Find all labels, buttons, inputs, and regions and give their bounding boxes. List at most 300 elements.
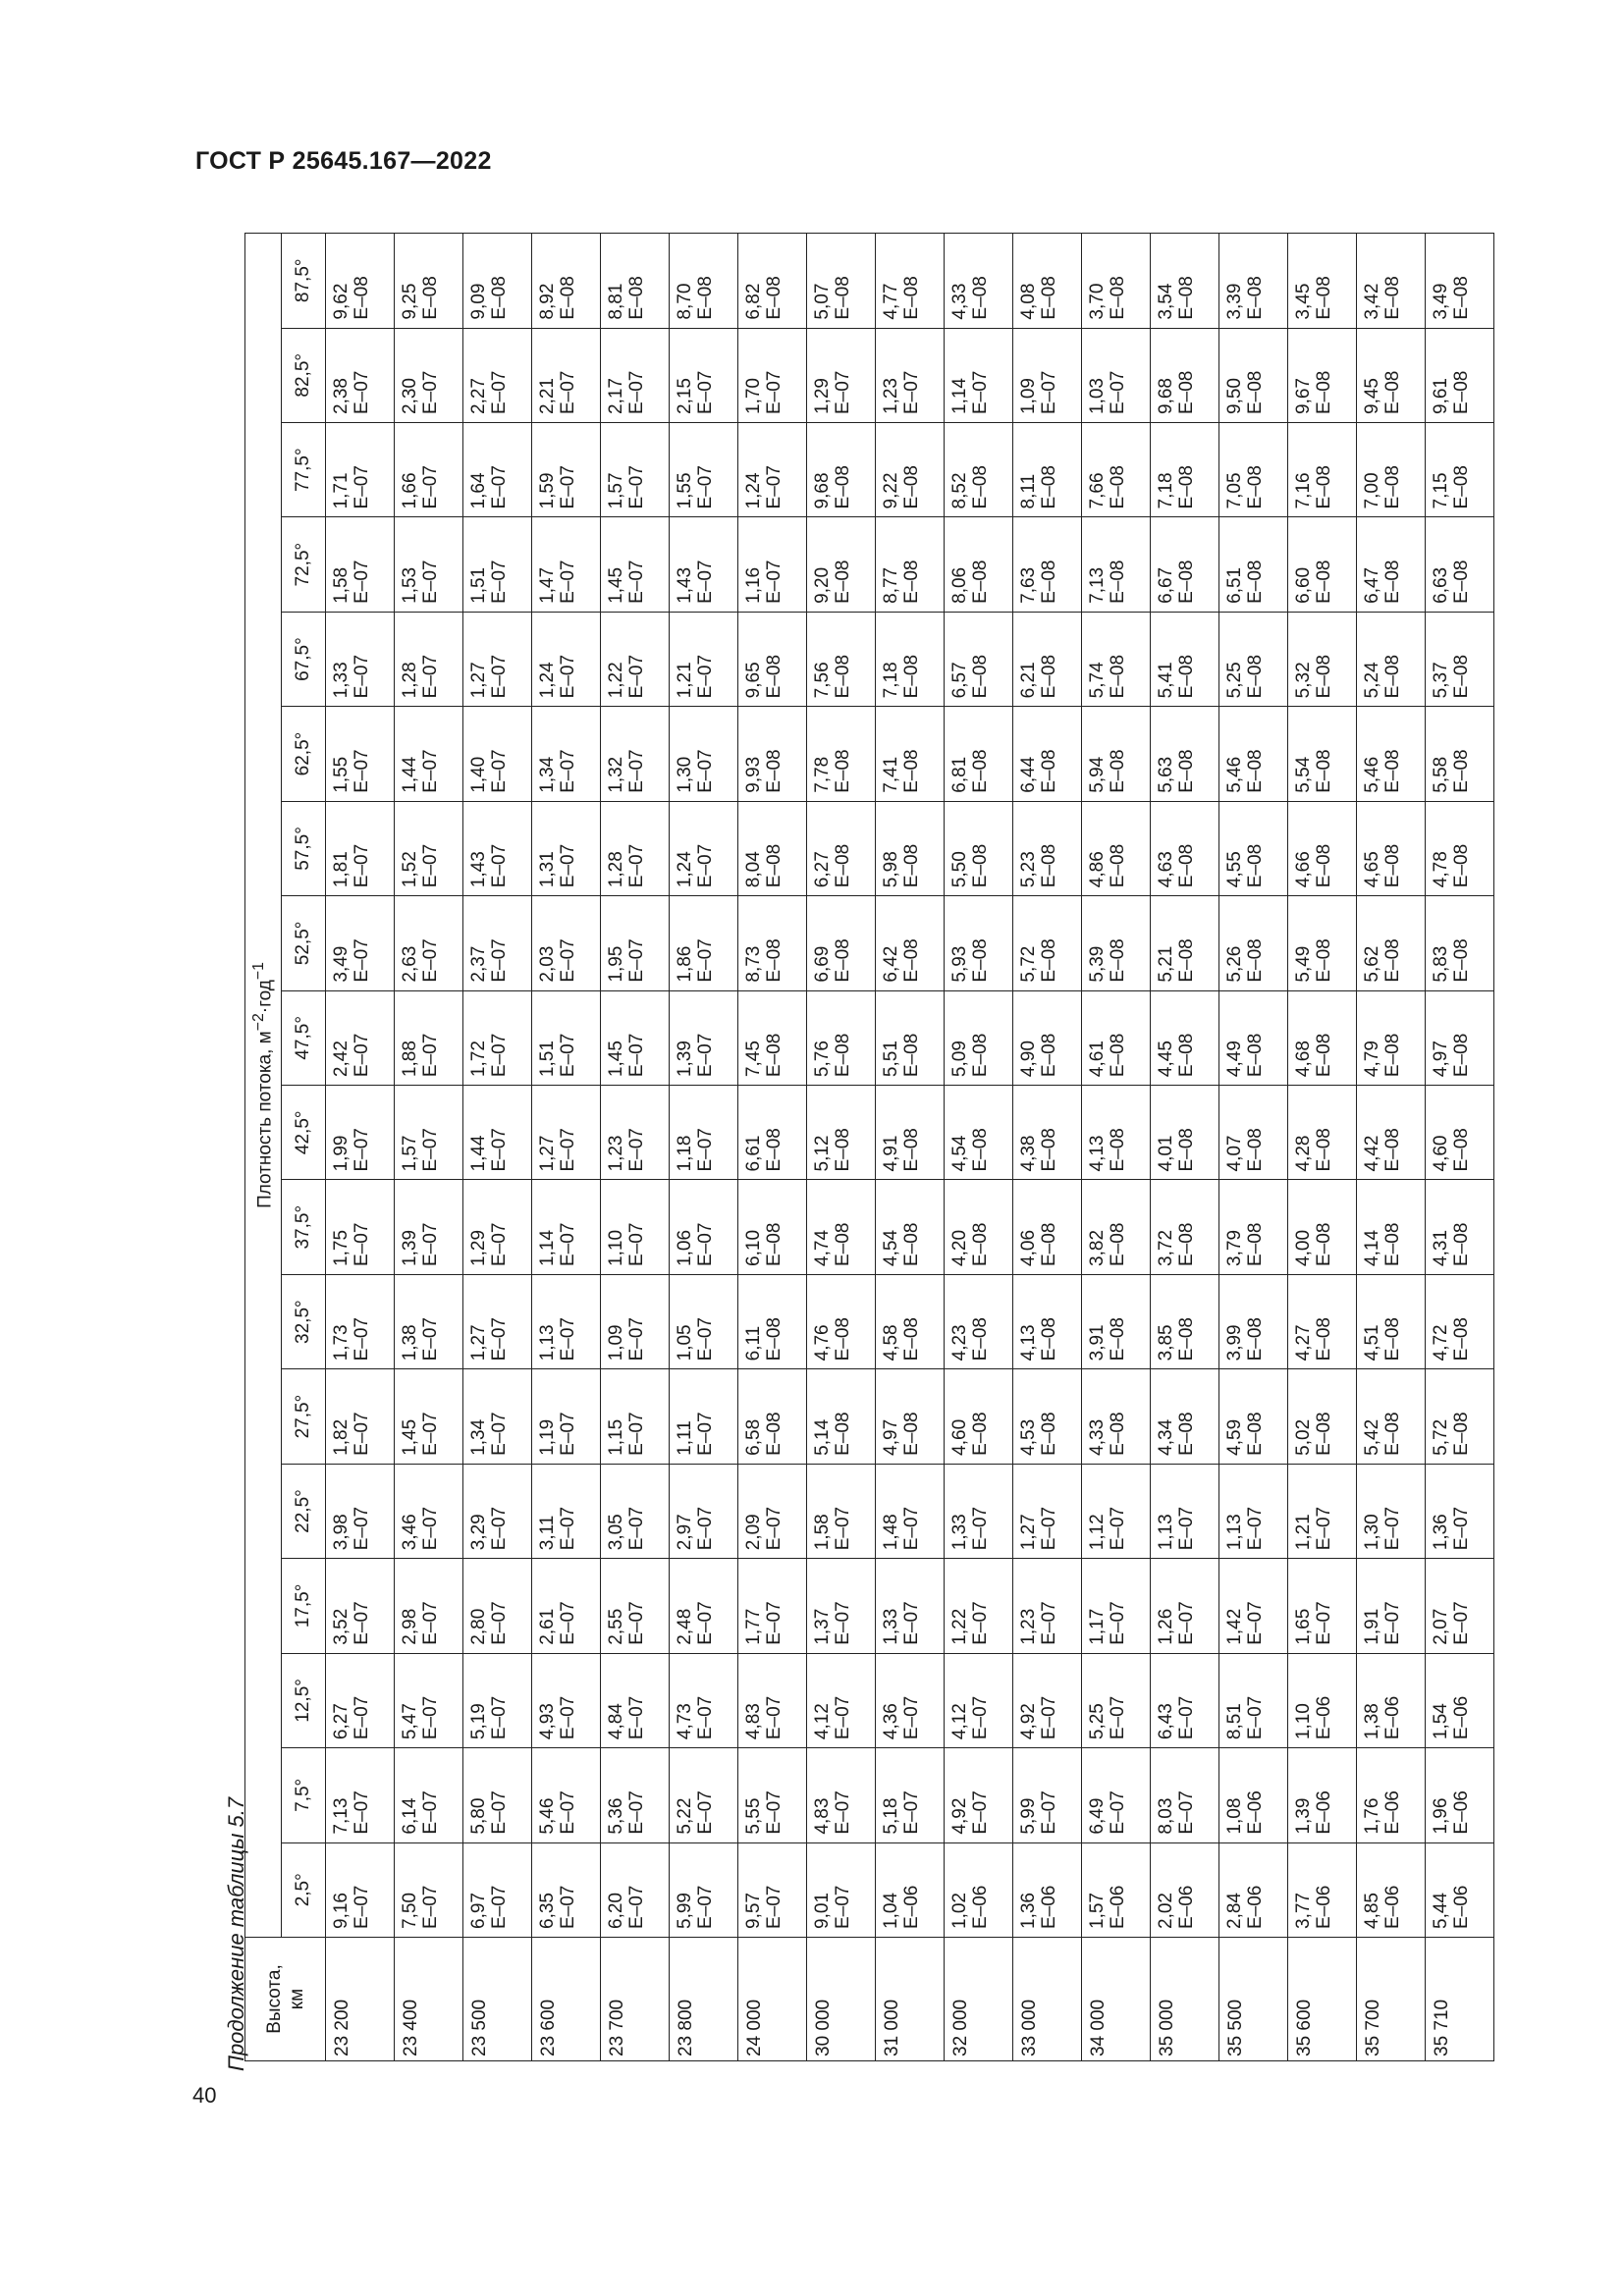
- flux-value-cell: [1426, 517, 1494, 612]
- value-exponent: E–07: [352, 1790, 372, 1835]
- flux-value-cell: [463, 612, 532, 706]
- flux-value-cell: [945, 423, 1013, 517]
- value-exponent: E–07: [833, 1601, 853, 1645]
- flux-value-cell: [1082, 1180, 1151, 1274]
- value-mantissa: 5,55: [743, 1797, 764, 1835]
- value-mantissa: 1,99: [331, 1135, 352, 1172]
- angle-header: 52,5°: [282, 896, 326, 990]
- value-mantissa: 1,14: [537, 1229, 558, 1266]
- value-exponent: E–07: [626, 1506, 647, 1551]
- value-exponent: E–08: [764, 843, 785, 888]
- flux-value-cell: [326, 1086, 395, 1180]
- flux-value-cell: [463, 423, 532, 517]
- value-exponent: E–08: [1382, 938, 1403, 983]
- flux-value-cell: [945, 1653, 1013, 1747]
- value-exponent: E–08: [833, 1033, 853, 1078]
- value-exponent: E–07: [695, 370, 716, 414]
- flux-value-cell: [1219, 517, 1288, 612]
- value-mantissa: 7,78: [812, 756, 833, 793]
- flux-value-cell: [1288, 328, 1357, 422]
- flux-value-cell: [1151, 896, 1219, 990]
- angle-header: 7,5°: [282, 1748, 326, 1842]
- value-exponent: E–06: [1451, 1790, 1472, 1835]
- value-exponent: E–08: [1382, 749, 1403, 793]
- flux-value-cell: [876, 990, 945, 1085]
- value-mantissa: 1,27: [1018, 1514, 1039, 1551]
- value-mantissa: 4,33: [1087, 1418, 1108, 1456]
- value-exponent: E–07: [352, 938, 372, 983]
- flux-value-cell: [876, 1369, 945, 1464]
- angle-header: 22,5°: [282, 1464, 326, 1558]
- value-mantissa: 2,63: [400, 945, 420, 983]
- value-mantissa: 4,54: [949, 1135, 970, 1172]
- flux-value-cell: [1357, 707, 1426, 801]
- value-mantissa: 6,97: [468, 1893, 489, 1929]
- value-exponent: E–08: [764, 1222, 785, 1266]
- value-exponent: E–07: [1176, 1790, 1197, 1835]
- table-row: [395, 234, 463, 2061]
- value-mantissa: 1,40: [468, 756, 489, 793]
- flux-value-cell: [738, 1842, 807, 1937]
- value-mantissa: 7,45: [743, 1041, 764, 1078]
- value-mantissa: 3,98: [331, 1514, 352, 1551]
- flux-value-cell: [601, 990, 670, 1085]
- flux-value-cell: [463, 1842, 532, 1937]
- value-exponent: E–08: [1245, 938, 1266, 983]
- value-mantissa: 4,06: [1018, 1229, 1039, 1266]
- flux-value-cell: [395, 1559, 463, 1653]
- flux-value-cell: [670, 896, 738, 990]
- value-exponent: E–08: [1108, 938, 1128, 983]
- value-exponent: E–07: [352, 654, 372, 699]
- flux-value-cell: [1013, 1464, 1082, 1558]
- value-exponent: E–07: [489, 1128, 510, 1172]
- value-mantissa: 5,02: [1293, 1418, 1314, 1456]
- flux-value-cell: [1082, 1369, 1151, 1464]
- value-mantissa: 4,45: [1156, 1041, 1176, 1078]
- angle-header: 2,5°: [282, 1842, 326, 1937]
- value-exponent: E–07: [695, 1695, 716, 1740]
- value-exponent: E–08: [833, 1412, 853, 1456]
- value-exponent: E–08: [1451, 1222, 1472, 1266]
- value-mantissa: 8,04: [743, 851, 764, 888]
- flux-value-cell: [1426, 1842, 1494, 1937]
- flux-value-cell: [1082, 328, 1151, 422]
- altitude-cell: 23 400: [395, 1938, 463, 2061]
- flux-value-cell: [1082, 801, 1151, 895]
- flux-value-cell: [1151, 1748, 1219, 1842]
- value-exponent: E–07: [420, 1222, 441, 1266]
- value-exponent: E–08: [1108, 1033, 1128, 1078]
- value-exponent: E–07: [420, 1317, 441, 1362]
- value-exponent: E–07: [695, 1885, 716, 1929]
- value-mantissa: 3,72: [1156, 1229, 1176, 1266]
- flux-value-cell: [1288, 896, 1357, 990]
- value-exponent: E–08: [1108, 276, 1128, 320]
- value-exponent: E–08: [1039, 1317, 1059, 1362]
- value-mantissa: 9,68: [1156, 378, 1176, 414]
- value-mantissa: 1,45: [606, 1041, 626, 1078]
- flux-value-cell: [1219, 1653, 1288, 1747]
- value-mantissa: 6,27: [812, 851, 833, 888]
- value-exponent: E–07: [695, 1412, 716, 1456]
- flux-value-cell: [807, 1180, 876, 1274]
- flux-value-cell: [1219, 1842, 1288, 1937]
- value-exponent: E–07: [1451, 1506, 1472, 1551]
- flux-value-cell: [1426, 1086, 1494, 1180]
- value-mantissa: 7,66: [1087, 472, 1108, 509]
- flux-value-cell: [1151, 1274, 1219, 1368]
- value-mantissa: 4,59: [1224, 1418, 1245, 1456]
- rotated-table-container: [244, 233, 1494, 2061]
- value-exponent: E–07: [1176, 1601, 1197, 1645]
- value-mantissa: 4,68: [1293, 1041, 1314, 1078]
- flux-value-cell: [738, 517, 807, 612]
- value-exponent: E–08: [1314, 560, 1334, 604]
- value-mantissa: 9,50: [1224, 378, 1245, 414]
- flux-value-cell: [326, 1464, 395, 1558]
- flux-value-cell: [1219, 1369, 1288, 1464]
- flux-value-cell: [1426, 234, 1494, 329]
- value-exponent: E–07: [558, 1222, 578, 1266]
- value-exponent: E–08: [1039, 1412, 1059, 1456]
- angle-header: 32,5°: [282, 1274, 326, 1368]
- angle-header: 67,5°: [282, 612, 326, 706]
- value-mantissa: 1,36: [1018, 1893, 1039, 1929]
- flux-value-cell: [1013, 990, 1082, 1085]
- flux-value-cell: [463, 1369, 532, 1464]
- flux-value-cell: [532, 1653, 601, 1747]
- table-row: [1426, 234, 1494, 2061]
- value-exponent: E–07: [420, 1885, 441, 1929]
- flux-value-cell: [1426, 1748, 1494, 1842]
- value-mantissa: 4,90: [1018, 1041, 1039, 1078]
- value-mantissa: 4,31: [1431, 1229, 1451, 1266]
- flux-value-cell: [463, 234, 532, 329]
- flux-value-cell: [1357, 896, 1426, 990]
- value-mantissa: 4,55: [1224, 851, 1245, 888]
- value-mantissa: 4,38: [1018, 1135, 1039, 1172]
- value-mantissa: 1,30: [675, 756, 695, 793]
- angle-header: 87,5°: [282, 234, 326, 329]
- value-exponent: E–07: [626, 370, 647, 414]
- value-exponent: E–08: [1108, 560, 1128, 604]
- value-exponent: E–07: [489, 1506, 510, 1551]
- value-mantissa: 6,60: [1293, 566, 1314, 604]
- value-exponent: E–07: [1451, 1601, 1472, 1645]
- value-mantissa: 1,16: [743, 566, 764, 604]
- value-mantissa: 5,72: [1018, 945, 1039, 983]
- flux-value-cell: [945, 517, 1013, 612]
- value-mantissa: 4,51: [1362, 1324, 1382, 1362]
- value-mantissa: 5,09: [949, 1041, 970, 1078]
- value-exponent: E–07: [558, 938, 578, 983]
- value-exponent: E–07: [420, 1790, 441, 1835]
- value-mantissa: 1,18: [675, 1135, 695, 1172]
- flux-value-cell: [326, 234, 395, 329]
- value-mantissa: 6,44: [1018, 756, 1039, 793]
- flux-value-cell: [1219, 612, 1288, 706]
- flux-value-cell: [1357, 328, 1426, 422]
- flux-value-cell: [1357, 1559, 1426, 1653]
- value-exponent: E–07: [489, 1033, 510, 1078]
- flux-value-cell: [1357, 517, 1426, 612]
- value-mantissa: 2,38: [331, 378, 352, 414]
- value-mantissa: 1,66: [400, 472, 420, 509]
- flux-value-cell: [1357, 990, 1426, 1085]
- flux-value-cell: [1219, 1748, 1288, 1842]
- value-exponent: E–07: [970, 1601, 991, 1645]
- value-mantissa: 1,82: [331, 1418, 352, 1456]
- value-mantissa: 4,73: [675, 1703, 695, 1740]
- value-mantissa: 5,41: [1156, 662, 1176, 699]
- value-mantissa: 3,91: [1087, 1324, 1108, 1362]
- value-mantissa: 5,51: [881, 1041, 901, 1078]
- flux-value-cell: [1426, 1559, 1494, 1653]
- flux-value-cell: [670, 612, 738, 706]
- flux-value-cell: [601, 1748, 670, 1842]
- value-mantissa: 2,42: [331, 1041, 352, 1078]
- angle-header: 77,5°: [282, 423, 326, 517]
- flux-value-cell: [1426, 1653, 1494, 1747]
- angle-header: 62,5°: [282, 707, 326, 801]
- flux-value-cell: [670, 1842, 738, 1937]
- value-mantissa: 1,17: [1087, 1608, 1108, 1645]
- value-exponent: E–07: [352, 1412, 372, 1456]
- flux-value-cell: [945, 707, 1013, 801]
- value-exponent: E–08: [764, 276, 785, 320]
- value-mantissa: 5,54: [1293, 756, 1314, 793]
- value-mantissa: 5,58: [1431, 756, 1451, 793]
- value-mantissa: 4,65: [1362, 851, 1382, 888]
- flux-value-cell: [1082, 1274, 1151, 1368]
- flux-value-cell: [945, 1369, 1013, 1464]
- value-mantissa: 2,07: [1431, 1608, 1451, 1645]
- flux-value-cell: [1357, 612, 1426, 706]
- value-exponent: E–08: [833, 938, 853, 983]
- value-exponent: E–07: [901, 1790, 922, 1835]
- table-row: [876, 234, 945, 2061]
- value-exponent: E–08: [833, 1128, 853, 1172]
- flux-value-cell: [1082, 707, 1151, 801]
- value-mantissa: 9,09: [468, 283, 489, 320]
- value-mantissa: 1,95: [606, 945, 626, 983]
- value-mantissa: 4,93: [537, 1703, 558, 1740]
- value-exponent: E–07: [489, 843, 510, 888]
- value-mantissa: 6,11: [743, 1325, 764, 1362]
- value-exponent: E–08: [1314, 1317, 1334, 1362]
- value-mantissa: 1,09: [606, 1324, 626, 1362]
- value-exponent: E–08: [1382, 843, 1403, 888]
- value-exponent: E–08: [1039, 843, 1059, 888]
- value-mantissa: 3,42: [1362, 283, 1382, 320]
- flux-value-cell: [945, 234, 1013, 329]
- value-exponent: E–08: [901, 560, 922, 604]
- value-exponent: E–07: [626, 1885, 647, 1929]
- flux-value-cell: [876, 1653, 945, 1747]
- value-mantissa: 1,71: [331, 472, 352, 509]
- value-exponent: E–07: [558, 1601, 578, 1645]
- flux-value-cell: [463, 896, 532, 990]
- value-exponent: E–08: [764, 654, 785, 699]
- value-exponent: E–07: [489, 1412, 510, 1456]
- value-exponent: E–08: [1108, 465, 1128, 509]
- value-mantissa: 3,49: [1431, 283, 1451, 320]
- value-exponent: E–07: [352, 1695, 372, 1740]
- flux-value-cell: [807, 1086, 876, 1180]
- value-mantissa: 6,49: [1087, 1797, 1108, 1835]
- value-exponent: E–07: [558, 1128, 578, 1172]
- flux-value-cell: [807, 1559, 876, 1653]
- value-mantissa: 4,61: [1087, 1041, 1108, 1078]
- flux-value-cell: [326, 801, 395, 895]
- value-exponent: E–06: [1451, 1885, 1472, 1929]
- value-mantissa: 8,06: [949, 566, 970, 604]
- value-exponent: E–08: [1451, 1412, 1472, 1456]
- value-exponent: E–08: [970, 1222, 991, 1266]
- flux-value-cell: [1151, 1464, 1219, 1558]
- value-exponent: E–07: [764, 1885, 785, 1929]
- value-exponent: E–08: [352, 276, 372, 320]
- value-exponent: E–07: [626, 1317, 647, 1362]
- value-mantissa: 9,16: [331, 1893, 352, 1929]
- value-exponent: E–07: [1039, 1601, 1059, 1645]
- flux-value-cell: [1357, 1748, 1426, 1842]
- table-row: [326, 234, 395, 2061]
- value-mantissa: 1,30: [1362, 1514, 1382, 1551]
- value-mantissa: 2,55: [606, 1608, 626, 1645]
- value-exponent: E–07: [626, 938, 647, 983]
- value-exponent: E–07: [420, 749, 441, 793]
- value-mantissa: 4,13: [1087, 1135, 1108, 1172]
- value-exponent: E–08: [1451, 843, 1472, 888]
- flux-value-cell: [1357, 1369, 1426, 1464]
- value-exponent: E–08: [1451, 654, 1472, 699]
- value-mantissa: 1,75: [331, 1229, 352, 1266]
- flux-value-cell: [1013, 423, 1082, 517]
- flux-value-cell: [326, 423, 395, 517]
- table-row: [1082, 234, 1151, 2061]
- value-exponent: E–07: [901, 1695, 922, 1740]
- value-mantissa: 5,25: [1087, 1703, 1108, 1740]
- value-mantissa: 5,07: [812, 283, 833, 320]
- value-exponent: E–06: [1314, 1885, 1334, 1929]
- flux-value-cell: [807, 1653, 876, 1747]
- flux-value-cell: [1013, 1748, 1082, 1842]
- flux-value-cell: [1288, 1559, 1357, 1653]
- table-row: [1151, 234, 1219, 2061]
- value-exponent: E–07: [764, 560, 785, 604]
- flux-value-cell: [601, 896, 670, 990]
- value-exponent: E–07: [695, 749, 716, 793]
- value-exponent: E–08: [695, 276, 716, 320]
- flux-value-cell: [738, 990, 807, 1085]
- value-mantissa: 4,92: [1018, 1703, 1039, 1740]
- value-exponent: E–07: [695, 1222, 716, 1266]
- value-mantissa: 1,13: [1156, 1514, 1176, 1551]
- flux-value-cell: [532, 1842, 601, 1937]
- value-mantissa: 6,47: [1362, 566, 1382, 604]
- value-mantissa: 6,51: [1224, 566, 1245, 604]
- value-mantissa: 1,58: [331, 566, 352, 604]
- flux-value-cell: [1013, 1180, 1082, 1274]
- value-exponent: E–08: [1382, 560, 1403, 604]
- flux-value-cell: [738, 1653, 807, 1747]
- flux-value-cell: [1013, 612, 1082, 706]
- flux-value-cell: [463, 1464, 532, 1558]
- value-mantissa: 4,42: [1362, 1135, 1382, 1172]
- flux-value-cell: [601, 1369, 670, 1464]
- value-exponent: E–07: [1382, 1506, 1403, 1551]
- value-exponent: E–06: [1108, 1885, 1128, 1929]
- page-number: 40: [192, 2083, 217, 2108]
- value-exponent: E–07: [420, 938, 441, 983]
- value-exponent: E–06: [970, 1885, 991, 1929]
- flux-value-cell: [807, 328, 876, 422]
- value-mantissa: 1,59: [537, 472, 558, 509]
- value-exponent: E–07: [695, 1128, 716, 1172]
- value-exponent: E–08: [1314, 654, 1334, 699]
- angle-header: 27,5°: [282, 1369, 326, 1464]
- altitude-cell: 35 700: [1357, 1938, 1426, 2061]
- value-mantissa: 4,78: [1431, 851, 1451, 888]
- value-exponent: E–08: [1245, 1033, 1266, 1078]
- value-mantissa: 1,51: [537, 1041, 558, 1078]
- value-exponent: E–08: [833, 276, 853, 320]
- value-mantissa: 6,14: [400, 1797, 420, 1835]
- flux-value-cell: [532, 328, 601, 422]
- flux-value-cell: [807, 1842, 876, 1937]
- value-mantissa: 1,43: [468, 851, 489, 888]
- value-exponent: E–08: [1176, 749, 1197, 793]
- value-exponent: E–08: [1314, 370, 1334, 414]
- flux-value-cell: [807, 896, 876, 990]
- value-exponent: E–07: [558, 1790, 578, 1835]
- value-mantissa: 4,97: [1431, 1041, 1451, 1078]
- angle-header: 37,5°: [282, 1180, 326, 1274]
- value-mantissa: 1,77: [743, 1608, 764, 1645]
- value-mantissa: 6,10: [743, 1229, 764, 1266]
- value-exponent: E–07: [970, 1506, 991, 1551]
- value-mantissa: 1,33: [949, 1514, 970, 1551]
- value-exponent: E–08: [901, 749, 922, 793]
- value-exponent: E–08: [489, 276, 510, 320]
- value-exponent: E–08: [1451, 1033, 1472, 1078]
- value-mantissa: 5,37: [1431, 662, 1451, 699]
- value-mantissa: 5,80: [468, 1797, 489, 1835]
- flux-value-cell: [1219, 1274, 1288, 1368]
- value-mantissa: 1,57: [606, 472, 626, 509]
- value-mantissa: 8,73: [743, 945, 764, 983]
- value-mantissa: 1,64: [468, 472, 489, 509]
- value-exponent: E–08: [901, 843, 922, 888]
- value-exponent: E–07: [833, 370, 853, 414]
- value-exponent: E–08: [901, 276, 922, 320]
- value-exponent: E–07: [833, 1790, 853, 1835]
- value-mantissa: 4,86: [1087, 851, 1108, 888]
- angle-header: 12,5°: [282, 1653, 326, 1747]
- value-mantissa: 1,39: [1293, 1797, 1314, 1835]
- altitude-cell: 35 600: [1288, 1938, 1357, 2061]
- value-exponent: E–08: [1245, 1128, 1266, 1172]
- flux-value-cell: [1288, 1180, 1357, 1274]
- flux-value-cell: [1151, 328, 1219, 422]
- value-mantissa: 2,37: [468, 945, 489, 983]
- value-mantissa: 1,38: [1362, 1703, 1382, 1740]
- value-mantissa: 7,00: [1362, 472, 1382, 509]
- value-exponent: E–06: [1245, 1885, 1266, 1929]
- flux-value-cell: [463, 1180, 532, 1274]
